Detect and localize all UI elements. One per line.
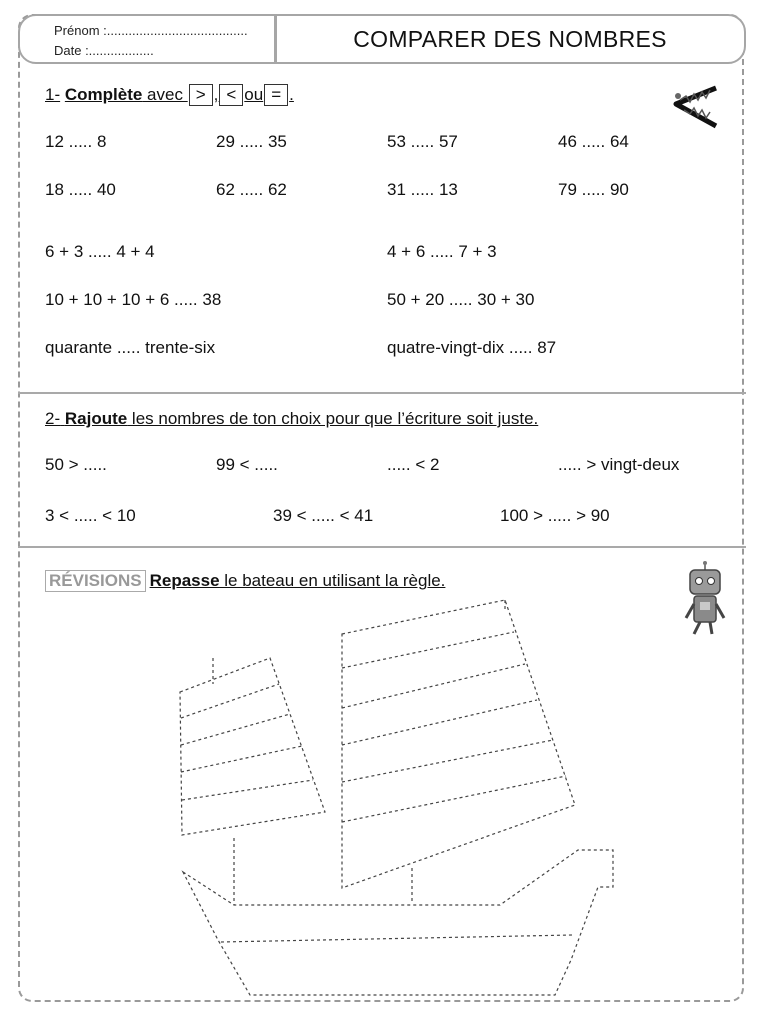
page-title: COMPARER DES NOMBRES xyxy=(353,25,667,52)
exercise-1-4: 46 ..... 64 xyxy=(558,132,629,151)
prenom-field[interactable]: Prénom :....................................... xyxy=(54,23,248,38)
exercise-2-1: 18 ..... 40 xyxy=(45,180,116,199)
fill-2-2: 39 < ..... < 41 xyxy=(273,506,374,525)
exercise-1-1: 12 ..... 8 xyxy=(45,132,107,151)
section2-verb: Rajoute xyxy=(64,409,128,428)
date-field[interactable]: Date :.................. xyxy=(54,43,154,58)
section2-number: 2- xyxy=(45,409,61,428)
section1-verb: Complète xyxy=(64,85,143,104)
exercise-3-1: 6 + 3 ..... 4 + 4 xyxy=(45,242,155,261)
or-word: ou xyxy=(244,85,264,104)
fill-1-1: 50 > ..... xyxy=(45,455,107,474)
fill-2-1: 3 < ..... < 10 xyxy=(45,506,136,525)
period: . xyxy=(289,85,294,104)
revisions-badge: RÉVISIONS xyxy=(45,570,146,592)
fill-1-2: 99 < ..... xyxy=(216,455,278,474)
exercise-5-2: quatre-vingt-dix ..... 87 xyxy=(387,338,557,357)
symbol-less: < xyxy=(219,84,243,106)
fill-1-3: ..... < 2 xyxy=(387,455,440,474)
exercise-2-2: 62 ..... 62 xyxy=(216,180,287,199)
exercise-2-4: 79 ..... 90 xyxy=(558,180,629,199)
exercise-3-2: 4 + 6 ..... 7 + 3 xyxy=(387,242,497,261)
section1-number: 1- xyxy=(45,85,61,104)
exercise-5-1: quarante ..... trente-six xyxy=(45,338,216,357)
comma: , xyxy=(213,85,219,104)
exercise-2-3: 31 ..... 13 xyxy=(387,180,458,199)
section3-verb: Repasse xyxy=(149,571,220,590)
fill-2-3: 100 > ..... > 90 xyxy=(500,506,610,525)
section2-rest: les nombres de ton choix pour que l’écriture soit juste. xyxy=(127,409,539,428)
exercise-1-3: 53 ..... 57 xyxy=(387,132,458,151)
section1-rest: avec xyxy=(142,85,188,104)
section3-rest: le bateau en utilisant la règle. xyxy=(219,571,446,590)
exercise-4-2: 50 + 20 ..... 30 + 30 xyxy=(387,290,535,309)
symbol-equal: = xyxy=(264,84,288,106)
exercise-1-2: 29 ..... 35 xyxy=(216,132,287,151)
symbol-greater: > xyxy=(189,84,213,106)
fill-1-4: ..... > vingt-deux xyxy=(558,455,680,474)
exercise-4-1: 10 + 10 + 10 + 6 ..... 38 xyxy=(45,290,222,309)
